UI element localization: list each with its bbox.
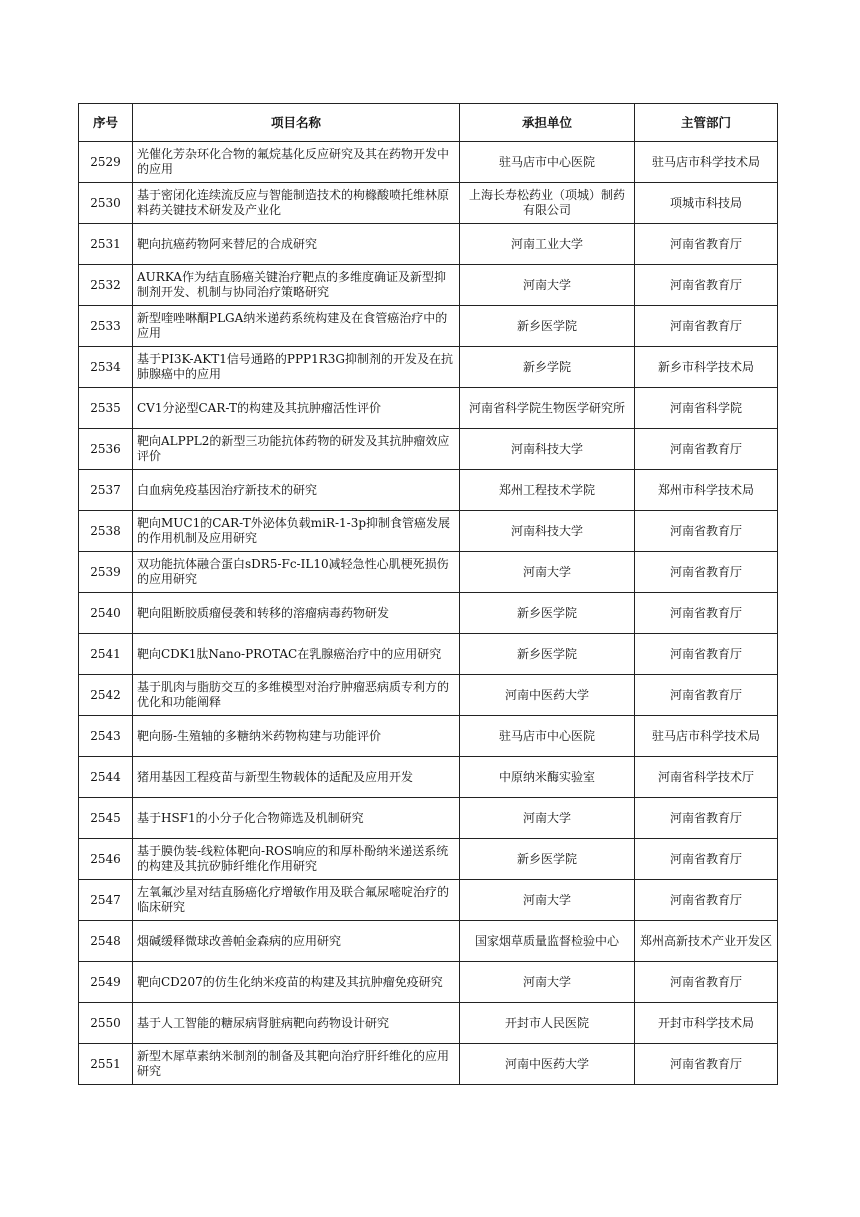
supervising-department-cell: 河南省教育厅 <box>635 429 778 470</box>
project-name-cell: 烟碱缓释微球改善帕金森病的应用研究 <box>133 921 460 962</box>
serial-number-cell: 2530 <box>79 183 133 224</box>
undertaking-unit-cell: 国家烟草质量监督检验中心 <box>460 921 635 962</box>
table-row <box>79 1044 778 1085</box>
project-name-cell: AURKA作为结直肠癌关键治疗靶点的多维度确证及新型抑制剂开发、机制与协同治疗策略研究 <box>133 265 460 306</box>
undertaking-unit-cell: 新乡医学院 <box>460 634 635 675</box>
supervising-department-cell: 河南省教育厅 <box>635 552 778 593</box>
supervising-department-cell: 新乡市科学技术局 <box>635 347 778 388</box>
supervising-department-cell: 开封市科学技术局 <box>635 1003 778 1044</box>
undertaking-unit-cell: 开封市人民医院 <box>460 1003 635 1044</box>
supervising-department-cell: 河南省科学院 <box>635 388 778 429</box>
undertaking-unit-cell: 河南工业大学 <box>460 224 635 265</box>
serial-number-cell: 2538 <box>79 511 133 552</box>
serial-number-cell: 2540 <box>79 593 133 634</box>
serial-number-cell: 2544 <box>79 757 133 798</box>
header-serial-number: 序号 <box>79 104 133 142</box>
table-row <box>79 675 778 716</box>
project-name-cell: 靶向MUC1的CAR-T外泌体负载miR-1-3p抑制食管癌发展的作用机制及应用研究 <box>133 511 460 552</box>
serial-number-cell: 2545 <box>79 798 133 839</box>
supervising-department-cell: 河南省教育厅 <box>635 265 778 306</box>
undertaking-unit-cell: 河南中医药大学 <box>460 1044 635 1085</box>
supervising-department-cell: 河南省教育厅 <box>635 224 778 265</box>
supervising-department-cell: 项城市科技局 <box>635 183 778 224</box>
project-name-cell: 靶向CD207的仿生化纳米疫苗的构建及其抗肿瘤免疫研究 <box>133 962 460 1003</box>
serial-number-cell: 2535 <box>79 388 133 429</box>
serial-number-cell: 2539 <box>79 552 133 593</box>
project-name-cell: 基于PI3K-AKT1信号通路的PPP1R3G抑制剂的开发及在抗肺腺癌中的应用 <box>133 347 460 388</box>
serial-number-cell: 2548 <box>79 921 133 962</box>
table-row <box>79 183 778 224</box>
table-row <box>79 962 778 1003</box>
serial-number-cell: 2532 <box>79 265 133 306</box>
table-row <box>79 429 778 470</box>
header-row <box>79 104 778 142</box>
project-name-cell: 靶向CDK1肽Nano-PROTAC在乳腺癌治疗中的应用研究 <box>133 634 460 675</box>
table-body <box>79 142 778 1085</box>
undertaking-unit-cell: 新乡医学院 <box>460 839 635 880</box>
undertaking-unit-cell: 河南大学 <box>460 265 635 306</box>
table-row <box>79 388 778 429</box>
serial-number-cell: 2541 <box>79 634 133 675</box>
project-name-cell: 白血病免疫基因治疗新技术的研究 <box>133 470 460 511</box>
undertaking-unit-cell: 驻马店市中心医院 <box>460 142 635 183</box>
supervising-department-cell: 河南省教育厅 <box>635 962 778 1003</box>
project-name-cell: 基于密闭化连续流反应与智能制造技术的枸橼酸喷托维林原料药关键技术研发及产业化 <box>133 183 460 224</box>
serial-number-cell: 2546 <box>79 839 133 880</box>
supervising-department-cell: 河南省教育厅 <box>635 511 778 552</box>
undertaking-unit-cell: 新乡学院 <box>460 347 635 388</box>
serial-number-cell: 2547 <box>79 880 133 921</box>
table-row <box>79 511 778 552</box>
project-name-cell: 新型木犀草素纳米制剂的制备及其靶向治疗肝纤维化的应用研究 <box>133 1044 460 1085</box>
undertaking-unit-cell: 新乡医学院 <box>460 306 635 347</box>
undertaking-unit-cell: 中原纳米酶实验室 <box>460 757 635 798</box>
undertaking-unit-cell: 河南大学 <box>460 880 635 921</box>
undertaking-unit-cell: 河南大学 <box>460 798 635 839</box>
supervising-department-cell: 河南省教育厅 <box>635 880 778 921</box>
supervising-department-cell: 河南省教育厅 <box>635 798 778 839</box>
project-name-cell: 新型喹唑啉酮PLGA纳米递药系统构建及在食管癌治疗中的应用 <box>133 306 460 347</box>
project-name-cell: CV1分泌型CAR-T的构建及其抗肿瘤活性评价 <box>133 388 460 429</box>
serial-number-cell: 2534 <box>79 347 133 388</box>
undertaking-unit-cell: 上海长寿松药业（项城）制药有限公司 <box>460 183 635 224</box>
serial-number-cell: 2529 <box>79 142 133 183</box>
serial-number-cell: 2537 <box>79 470 133 511</box>
project-name-cell: 双功能抗体融合蛋白sDR5-Fc-IL10减轻急性心肌梗死损伤的应用研究 <box>133 552 460 593</box>
table-row <box>79 593 778 634</box>
table-row <box>79 224 778 265</box>
header-supervising-department: 主管部门 <box>635 104 778 142</box>
undertaking-unit-cell: 河南科技大学 <box>460 511 635 552</box>
supervising-department-cell: 河南省教育厅 <box>635 1044 778 1085</box>
supervising-department-cell: 河南省教育厅 <box>635 306 778 347</box>
supervising-department-cell: 郑州高新技术产业开发区 <box>635 921 778 962</box>
project-name-cell: 基于HSF1的小分子化合物筛选及机制研究 <box>133 798 460 839</box>
table-row <box>79 552 778 593</box>
header-project-name: 项目名称 <box>133 104 460 142</box>
table-row <box>79 634 778 675</box>
table-row <box>79 265 778 306</box>
supervising-department-cell: 河南省教育厅 <box>635 634 778 675</box>
serial-number-cell: 2531 <box>79 224 133 265</box>
table-row <box>79 306 778 347</box>
serial-number-cell: 2551 <box>79 1044 133 1085</box>
supervising-department-cell: 河南省教育厅 <box>635 593 778 634</box>
table-row <box>79 921 778 962</box>
serial-number-cell: 2533 <box>79 306 133 347</box>
supervising-department-cell: 河南省教育厅 <box>635 675 778 716</box>
header-undertaking-unit: 承担单位 <box>460 104 635 142</box>
undertaking-unit-cell: 驻马店市中心医院 <box>460 716 635 757</box>
supervising-department-cell: 驻马店市科学技术局 <box>635 142 778 183</box>
undertaking-unit-cell: 河南省科学院生物医学研究所 <box>460 388 635 429</box>
project-name-cell: 靶向ALPPL2的新型三功能抗体药物的研发及其抗肿瘤效应评价 <box>133 429 460 470</box>
table-row <box>79 757 778 798</box>
project-name-cell: 基于膜伪装-线粒体靶向-ROS响应的和厚朴酚纳米递送系统的构建及其抗矽肺纤维化作用研究 <box>133 839 460 880</box>
serial-number-cell: 2549 <box>79 962 133 1003</box>
table-row <box>79 839 778 880</box>
table-row <box>79 347 778 388</box>
undertaking-unit-cell: 新乡医学院 <box>460 593 635 634</box>
undertaking-unit-cell: 河南大学 <box>460 962 635 1003</box>
project-name-cell: 靶向阻断胶质瘤侵袭和转移的溶瘤病毒药物研发 <box>133 593 460 634</box>
project-name-cell: 靶向抗癌药物阿来替尼的合成研究 <box>133 224 460 265</box>
undertaking-unit-cell: 河南科技大学 <box>460 429 635 470</box>
project-name-cell: 靶向肠-生殖轴的多糖纳米药物构建与功能评价 <box>133 716 460 757</box>
undertaking-unit-cell: 河南中医药大学 <box>460 675 635 716</box>
table-row <box>79 798 778 839</box>
supervising-department-cell: 驻马店市科学技术局 <box>635 716 778 757</box>
table-row <box>79 880 778 921</box>
undertaking-unit-cell: 河南大学 <box>460 552 635 593</box>
project-name-cell: 基于肌肉与脂肪交互的多维模型对治疗肿瘤恶病质专利方的优化和功能阐释 <box>133 675 460 716</box>
project-name-cell: 猪用基因工程疫苗与新型生物载体的适配及应用开发 <box>133 757 460 798</box>
project-table <box>78 103 778 1085</box>
table-row <box>79 470 778 511</box>
supervising-department-cell: 郑州市科学技术局 <box>635 470 778 511</box>
table-row <box>79 1003 778 1044</box>
undertaking-unit-cell: 郑州工程技术学院 <box>460 470 635 511</box>
supervising-department-cell: 河南省科学技术厅 <box>635 757 778 798</box>
project-name-cell: 基于人工智能的糖尿病肾脏病靶向药物设计研究 <box>133 1003 460 1044</box>
table-header <box>79 104 778 142</box>
table-row <box>79 142 778 183</box>
serial-number-cell: 2542 <box>79 675 133 716</box>
project-name-cell: 左氧氟沙星对结直肠癌化疗增敏作用及联合氟尿嘧啶治疗的临床研究 <box>133 880 460 921</box>
project-name-cell: 光催化芳杂环化合物的氟烷基化反应研究及其在药物开发中的应用 <box>133 142 460 183</box>
table-row <box>79 716 778 757</box>
serial-number-cell: 2536 <box>79 429 133 470</box>
supervising-department-cell: 河南省教育厅 <box>635 839 778 880</box>
serial-number-cell: 2543 <box>79 716 133 757</box>
serial-number-cell: 2550 <box>79 1003 133 1044</box>
